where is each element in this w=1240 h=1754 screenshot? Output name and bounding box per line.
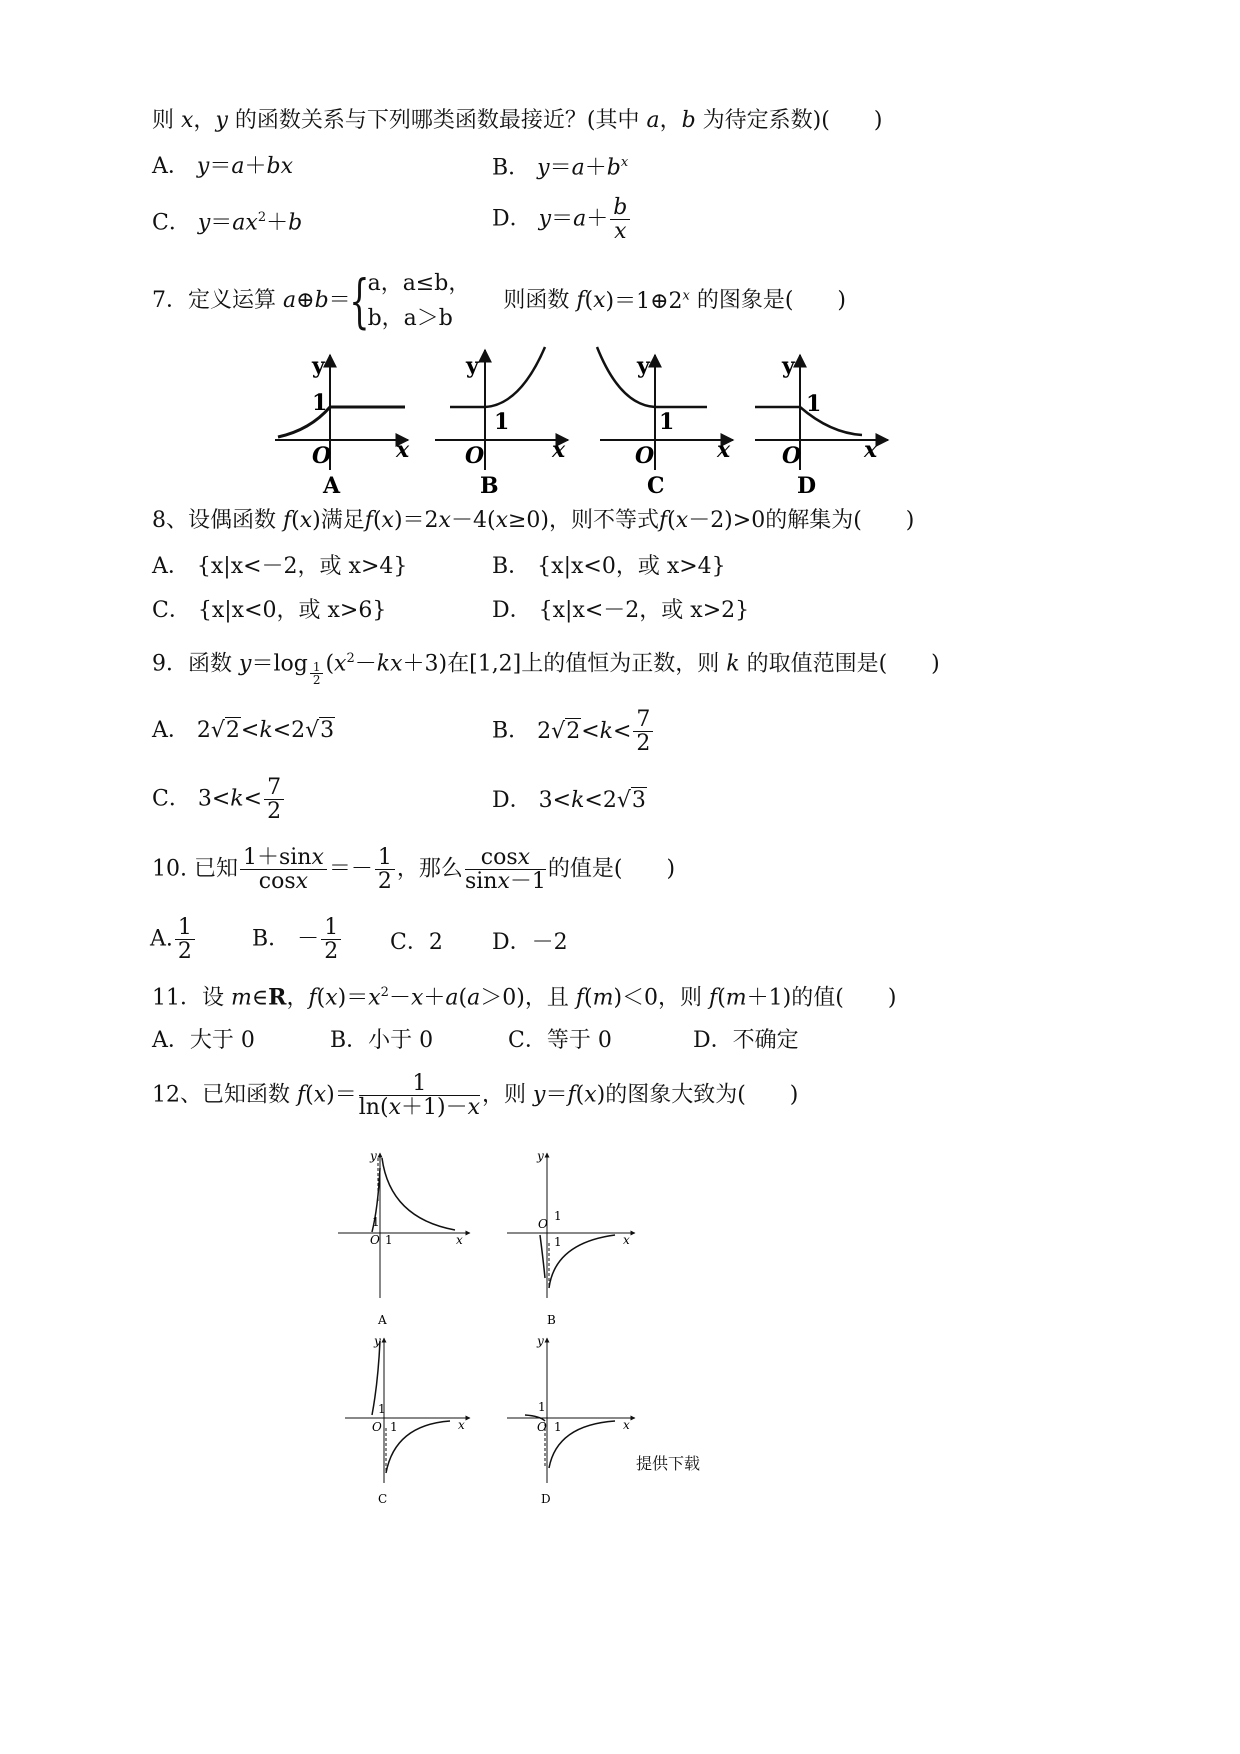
q8-stem: 8、设偶函数 f(x)满足f(x)＝2x－4(x≥0)，则不等式f(x－2)>0的解集为( )	[152, 508, 915, 533]
q9-option-c: C． 3<k< $\frac{7}{2}$	[152, 776, 286, 823]
q8-option-b: B． {x|x<0，或 x>4}	[492, 554, 726, 579]
q6-stem: 则 x，y 的函数关系与下列哪类函数最接近？(其中 a，b 为待定系数)( )	[152, 108, 883, 133]
svg-text:O: O	[537, 1420, 547, 1434]
q7-graph-a	[275, 353, 410, 495]
q10-option-a: A. $\frac{1}{2}$	[150, 916, 197, 963]
q7-label-c: C	[647, 473, 665, 495]
q12-stem: 12、已知函数 f(x)＝ $\frac{1}{\ln(x+1)-x}$ ，则 y＝f(x)的图象大致为( )	[152, 1071, 799, 1121]
svg-text:x: x	[623, 1418, 630, 1432]
svg-text:1: 1	[494, 409, 510, 435]
svg-text:x: x	[396, 437, 410, 463]
q11-option-d: D．不确定	[693, 1028, 799, 1053]
footer-note: 提供下载	[636, 1454, 701, 1473]
svg-text:1: 1	[538, 1400, 546, 1414]
q10-option-d: D．－2	[492, 930, 568, 955]
q7-label-b: B	[480, 473, 499, 495]
svg-text:O: O	[635, 443, 655, 469]
q8-option-a: A． {x|x<－2，或 x>4}	[152, 554, 408, 579]
q7-label-d: D	[797, 473, 817, 495]
q12-label-d: D	[541, 1492, 551, 1506]
q12-label-c: C	[378, 1492, 388, 1506]
svg-text:1: 1	[554, 1420, 562, 1434]
q10-stem: 10. 已知 $\frac{1+\sin x}{\cos x}$ ＝－ $\frac{1}{2}$ ，那么 $\frac{\cos x}{\sin x-1}$ 的值是( )	[152, 845, 676, 895]
svg-text:O: O	[465, 443, 485, 469]
svg-text:1: 1	[378, 1402, 386, 1416]
svg-text:1: 1	[372, 1215, 380, 1229]
q7-graphs	[270, 345, 890, 495]
svg-text:O: O	[782, 443, 802, 469]
q12-graph-c	[345, 1334, 470, 1506]
q9-option-d: D． 3<k<2√3	[492, 788, 646, 813]
svg-text:x: x	[458, 1418, 465, 1432]
svg-text:x: x	[623, 1233, 630, 1247]
svg-text:y: y	[466, 353, 479, 379]
q10-option-c: C．2	[390, 930, 443, 955]
q12-graph-d	[507, 1334, 635, 1506]
q6-option-b: B． $y=a+b^x$	[492, 155, 629, 181]
svg-text:1: 1	[554, 1209, 562, 1223]
q12-graphs	[330, 1148, 660, 1518]
svg-text:x: x	[456, 1233, 463, 1247]
q11-stem: 11．设 m∈R，$f(x)=x^2-x+a(a>0)$，且 f(m)＜0，则 f(m＋1)的值( )	[152, 984, 897, 1011]
svg-text:O: O	[312, 443, 332, 469]
q8-option-d: D． {x|x<－2，或 x>2}	[492, 598, 750, 623]
q11-option-b: B．小于 0	[330, 1028, 434, 1053]
q7-stem: 7．定义运算 a⊕b＝{ a，a≤b， b，a＞b 则函数 $f(x)=1\oplus 2^x$ 的图象是( )	[152, 267, 847, 336]
svg-text:x: x	[717, 437, 731, 463]
q9-stem: 9．函数 y＝log $\frac{1}{2}$ $(x^2-kx+3)$在[1,2]上的值恒为正数，则 k 的取值范围是( )	[152, 651, 940, 688]
q7-graph-b	[435, 347, 568, 495]
svg-text:y: y	[374, 1334, 381, 1348]
svg-text:y: y	[782, 353, 795, 379]
svg-text:y: y	[370, 1149, 377, 1163]
svg-text:1: 1	[659, 409, 675, 435]
svg-text:O: O	[370, 1233, 380, 1247]
svg-text:y: y	[537, 1149, 544, 1163]
q6-option-d: D． y＝a＋ $\frac{b}{x}$	[492, 196, 632, 243]
svg-text:x: x	[864, 437, 878, 463]
q12-label-a: A	[378, 1313, 387, 1327]
q9-option-a: A． 2√2<k<2√3	[152, 718, 335, 743]
q12-graph-a	[338, 1149, 470, 1327]
q8-option-c: C． {x|x<0，或 x>6}	[152, 598, 387, 623]
svg-text:x: x	[552, 437, 566, 463]
svg-text:1: 1	[554, 1235, 562, 1249]
svg-text:1: 1	[806, 391, 822, 417]
svg-text:O: O	[538, 1217, 548, 1231]
svg-text:O: O	[372, 1420, 382, 1434]
svg-text:1: 1	[390, 1420, 398, 1434]
svg-text:1: 1	[312, 390, 328, 416]
q11-option-c: C．等于 0	[508, 1028, 612, 1053]
q12-graph-b	[507, 1149, 635, 1327]
svg-text:y: y	[637, 353, 650, 379]
q7-label-a: A	[323, 473, 341, 495]
svg-text:y: y	[537, 1334, 544, 1348]
svg-text:y: y	[312, 353, 325, 379]
q6-option-c: C． $y=ax^2+b$	[152, 210, 303, 236]
q6-option-a: A． y＝a＋bx	[152, 154, 293, 179]
q11-option-a: A．大于 0	[152, 1028, 255, 1053]
q7-graph-d	[755, 353, 888, 495]
q12-label-b: B	[547, 1313, 556, 1327]
svg-text:1: 1	[385, 1233, 393, 1247]
q7-graph-c	[597, 347, 733, 495]
q9-option-b: B． 2√2<k< $\frac{7}{2}$	[492, 708, 655, 755]
q10-option-b: B． － $\frac{1}{2}$	[252, 916, 343, 963]
